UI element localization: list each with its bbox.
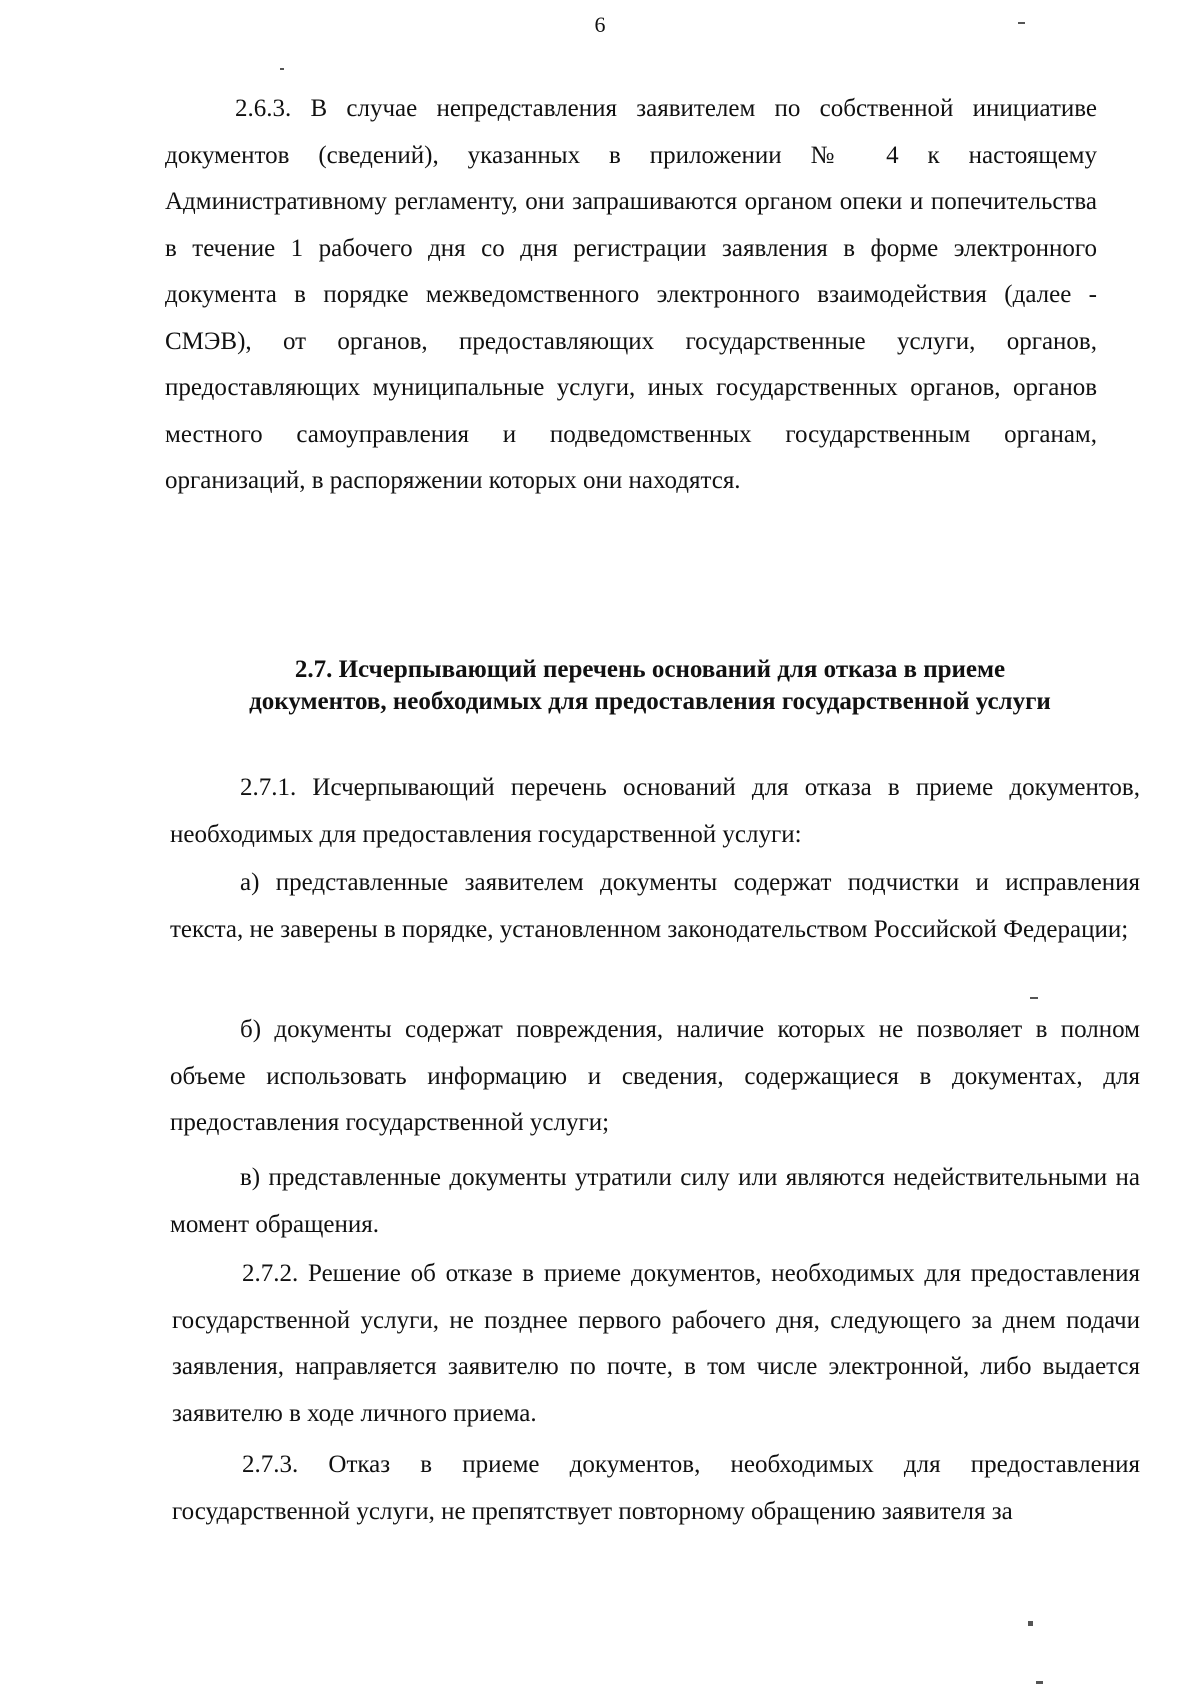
paragraph-2-7-2: 2.7.2. Решение об отказе в приеме документов, необходимых для предоставления государственной услуги, не позднее первого рабочего дня, следующего за днем подачи заявления, направляется заявителю по почте, в том числе электронной, либо выдается заявителю в ходе личного приема. — [172, 1260, 1140, 1427]
section-heading-2-7 — [165, 654, 1135, 718]
scan-speck — [1018, 22, 1025, 24]
section-heading-line-1: 2.7. Исчерпывающий перечень оснований для отказа в приеме — [294, 656, 1006, 683]
paragraph-2-7-3: 2.7.3. Отказ в приеме документов, необходимых для предоставления государственной услуги, не препятствует повторному обращению заявителя за — [172, 1451, 1140, 1525]
list-item-v: в) представленные документы утратили силу или являются недействительными на момент обращения. — [170, 1164, 1140, 1238]
paragraph-2-7-1: 2.7.1. Исчерпывающий перечень оснований для отказа в приеме документов, необходимых для предоставления государственной услуги: — [170, 774, 1140, 848]
section-heading-line-2: документов, необходимых для предоставления государственной услуги — [249, 688, 1051, 715]
scan-speck — [1028, 1621, 1033, 1626]
scan-speck — [280, 68, 284, 70]
list-item-b: б) документы содержат повреждения, наличие которых не позволяет в полном объеме использовать информацию и сведения, содержащиеся в документах, для предоставления государственной услуги; — [170, 1016, 1140, 1136]
scan-speck — [1030, 997, 1038, 999]
list-item-a: а) представленные заявителем документы содержат подчистки и исправления текста, не заверены в порядке, установленном законодательством Российской Федерации; — [170, 869, 1140, 943]
page-number: 6 — [594, 12, 606, 37]
paragraph-2-6-3: 2.6.3. В случае непредставления заявителем по собственной инициативе документов (сведений), указанных в приложении № 4 к настоящему Административному регламенту, они запрашиваются органом опеки и попечительства в течение 1 рабочего дня со дня регистрации заявления в форме электронного документа в порядке межведомственного электронного взаимодействия (далее - СМЭВ), от органов, предоставляющих государственные услуги, органов, предоставляющих муниципальные услуги, иных государственных органов, органов местного самоуправления и подведомственных государственным органам, организаций, в распоряжении которых они находятся. — [165, 95, 1097, 494]
scan-speck — [1036, 1681, 1043, 1684]
